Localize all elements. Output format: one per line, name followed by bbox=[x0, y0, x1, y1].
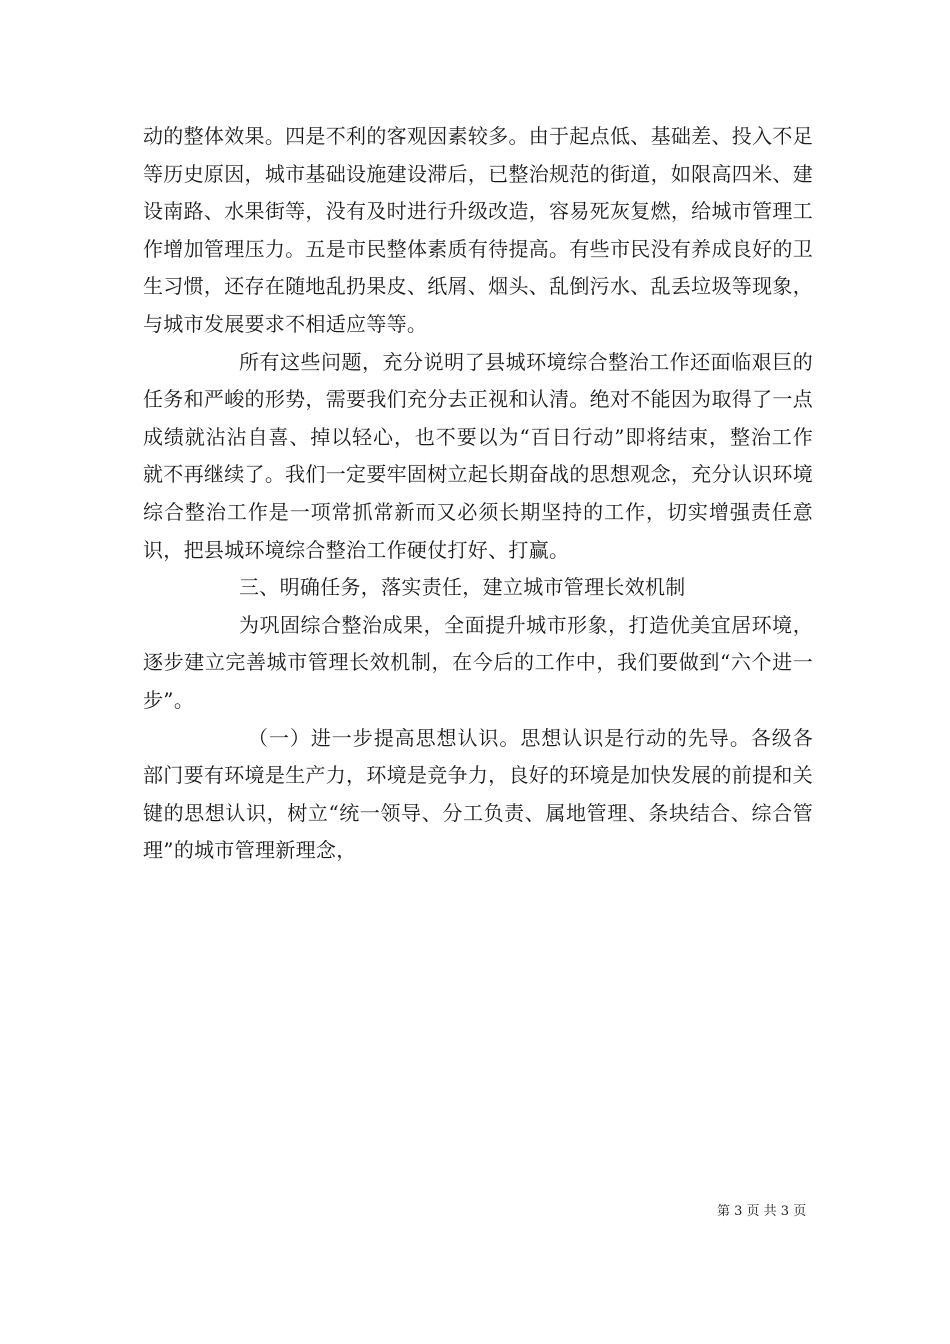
paragraph-problems-summary: 所有这些问题，充分说明了县城环境综合整治工作还面临艰巨的任务和严峻的形势，需要我们充分去正视和认清。绝对不能因为取得了一点成绩就沾沾自喜、掉以轻心，也不要以为“百日行动”即将结束，整治工作就不再继续了。我们一定要牢固树立起长期奋战的思想观念，充分认识环境综合整治工作是一项常抓常新而又必须长期坚持的工作，切实增强责任意识，把县城环境综合整治工作硬仗打好、打赢。 bbox=[143, 349, 813, 562]
section-heading-three: 三、明确任务，落实责任，建立城市管理长效机制 bbox=[239, 575, 686, 600]
paragraph-item-one: （一）进一步提高思想认识。思想认识是行动的先导。各级各部门要有环境是生产力，环境是竞争力，良好的环境是加快发展的前提和关键的思想认识，树立“统一领导、分工负责、属地管理、条块结合、综合管理”的城市管理新理念， bbox=[143, 725, 813, 863]
paragraph-six-steps-intro: 为巩固综合整治成果，全面提升城市形象，打造优美宜居环境，逐步建立完善城市管理长效机制，在今后的工作中，我们要做到“六个进一步”。 bbox=[143, 612, 813, 712]
paragraph-continued: 动的整体效果。四是不利的客观因素较多。由于起点低、基础差、投入不足等历史原因，城市基础设施建设滞后，已整治规范的街道，如限高四米、建设南路、水果街等，没有及时进行升级改造，容易死灰复燃，给城市管理工作增加管理压力。五是市民整体素质有待提高。有些市民没有养成良好的卫生习惯，还存在随地乱扔果皮、纸屑、烟头、乱倒污水、乱丢垃圾等现象，与城市发展要求不相适应等等。 bbox=[143, 124, 813, 336]
page-number-footer: 第 3 页 共 3 页 bbox=[717, 1204, 807, 1219]
document-body bbox=[143, 118, 813, 870]
